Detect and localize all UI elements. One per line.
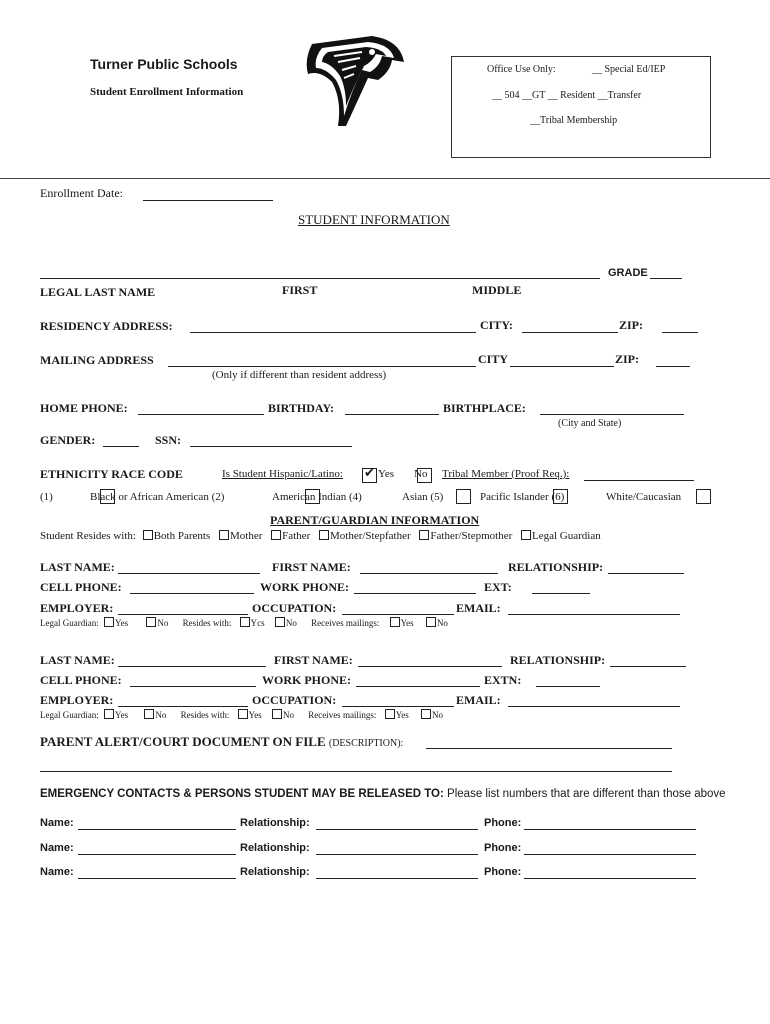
- g1-first-name-field[interactable]: [360, 573, 498, 574]
- resides-both-label: Both Parents: [153, 530, 211, 542]
- g1-mailings-yes-label: Yes: [400, 618, 414, 628]
- home-phone-field[interactable]: [138, 414, 264, 415]
- mailing-address-field[interactable]: [168, 366, 476, 367]
- emergency-2-relationship-field[interactable]: [316, 854, 478, 855]
- g2-relationship-field[interactable]: [610, 666, 686, 667]
- g1-legal-guardian-yes-label: Yes: [114, 618, 129, 628]
- g1-cell-phone-field[interactable]: [130, 593, 254, 594]
- race-pacific-label: Pacific Islander (6): [480, 491, 565, 503]
- hispanic-no-label: No: [414, 468, 428, 480]
- g1-email-field[interactable]: [508, 614, 680, 615]
- g1-work-phone-label: WORK PHONE:: [260, 580, 349, 594]
- g1-resides-yes-label: Ycs: [250, 618, 265, 628]
- emergency-1-name-field[interactable]: [78, 829, 236, 830]
- emergency-2-phone-field[interactable]: [524, 854, 696, 855]
- resides-mother-checkbox[interactable]: [219, 530, 229, 540]
- g2-legal-guardian-yes-label: Yes: [114, 710, 129, 720]
- mailing-city-field[interactable]: [510, 366, 614, 367]
- g2-mailings-yes-checkbox[interactable]: [385, 709, 395, 719]
- emergency-3-name-field[interactable]: [78, 878, 236, 879]
- enrollment-date-label: Enrollment Date:: [40, 186, 123, 200]
- office-use-label: Office Use Only:: [487, 64, 556, 75]
- g1-legal-guardian-yes-checkbox[interactable]: [104, 617, 114, 627]
- g1-legal-guardian-no-label: No: [157, 618, 169, 628]
- g1-occupation-field[interactable]: [342, 614, 454, 615]
- g1-mailings-no-checkbox[interactable]: [426, 617, 436, 627]
- emergency-1-relationship-label: Relationship:: [240, 817, 310, 829]
- home-phone-label: HOME PHONE:: [40, 401, 128, 415]
- gender-field[interactable]: [103, 446, 139, 447]
- g2-cell-phone-field[interactable]: [130, 686, 256, 687]
- g2-occupation-field[interactable]: [342, 706, 454, 707]
- g1-occupation-label: OCCUPATION:: [252, 601, 337, 615]
- race-code-1: (1): [40, 491, 53, 503]
- g1-legal-guardian-label: Legal Guardian:: [40, 618, 99, 628]
- g2-ext-field[interactable]: [536, 686, 600, 687]
- g2-email-field[interactable]: [508, 706, 680, 707]
- emergency-1-relationship-field[interactable]: [316, 829, 478, 830]
- mailing-note: (Only if different than resident address): [212, 369, 387, 381]
- resides-father-label: Father: [282, 530, 311, 542]
- office-tribal: __Tribal Membership: [530, 115, 618, 126]
- middle-name-label: MIDDLE: [472, 283, 522, 297]
- g1-last-name-field[interactable]: [118, 573, 260, 574]
- g1-ext-field[interactable]: [532, 593, 590, 594]
- form-subtitle: Student Enrollment Information: [90, 86, 244, 98]
- g2-employer-label: EMPLOYER:: [40, 693, 114, 707]
- g2-resides-no-label: No: [282, 710, 294, 720]
- g2-occupation-label: OCCUPATION:: [252, 693, 337, 707]
- falcon-head-icon: [298, 30, 408, 130]
- emergency-3-phone-label: Phone:: [484, 866, 522, 878]
- emergency-1-phone-field[interactable]: [524, 829, 696, 830]
- birthday-label: BIRTHDAY:: [268, 401, 335, 415]
- g1-resides-no-checkbox[interactable]: [275, 617, 285, 627]
- g1-employer-label: EMPLOYER:: [40, 601, 114, 615]
- race-asian-checkbox[interactable]: [456, 489, 471, 504]
- tribal-member-label: Tribal Member (Proof Req.):: [442, 468, 570, 480]
- g1-ext-label: EXT:: [484, 580, 512, 594]
- grade-label: GRADE: [608, 267, 648, 279]
- birthday-field[interactable]: [345, 414, 439, 415]
- g2-receives-mailings-label: Receives mailings:: [308, 710, 377, 720]
- g2-resides-yes-checkbox[interactable]: [238, 709, 248, 719]
- student-section-title: STUDENT INFORMATION: [298, 212, 450, 227]
- resides-father-stepmother-checkbox[interactable]: [419, 530, 429, 540]
- residency-address-field[interactable]: [190, 332, 476, 333]
- court-document-row: [40, 734, 403, 750]
- g1-resides-yes-checkbox[interactable]: [240, 617, 250, 627]
- g1-relationship-label: RELATIONSHIP:: [508, 560, 604, 574]
- race-asian-label: Asian (5): [402, 491, 444, 503]
- g1-mailings-yes-checkbox[interactable]: [390, 617, 400, 627]
- emergency-2-phone-label: Phone:: [484, 842, 522, 854]
- g1-resides-with-label: Resides with:: [182, 618, 232, 628]
- g2-employer-field[interactable]: [118, 706, 248, 707]
- residency-zip-label: ZIP:: [619, 318, 643, 332]
- g1-receives-mailings-label: Receives mailings:: [311, 618, 380, 628]
- g2-work-phone-label: WORK PHONE:: [262, 673, 351, 687]
- emergency-2-relationship-label: Relationship:: [240, 842, 310, 854]
- grade-field[interactable]: [650, 278, 682, 279]
- office-options: __ 504 __GT __ Resident __Transfer: [492, 90, 642, 101]
- residency-city-label: CITY:: [480, 318, 513, 332]
- mailing-city-label: CITY: [478, 352, 509, 366]
- emergency-title-rest: Please list numbers that are different than those above: [447, 788, 726, 800]
- g2-last-name-label: LAST NAME:: [40, 653, 115, 667]
- tribal-member-field[interactable]: [584, 480, 694, 481]
- enrollment-date-field[interactable]: [143, 200, 273, 201]
- g1-employer-field[interactable]: [118, 614, 248, 615]
- emergency-3-name-label: Name:: [40, 866, 74, 878]
- g2-email-label: EMAIL:: [456, 693, 501, 707]
- resides-legal-guardian-checkbox[interactable]: [521, 530, 531, 540]
- resides-mother-stepfather-label: Mother/Stepfather: [329, 530, 411, 542]
- emergency-title-bold: EMERGENCY CONTACTS & PERSONS STUDENT MAY BE RELEASED TO:: [40, 788, 444, 800]
- g1-relationship-field[interactable]: [608, 573, 684, 574]
- office-special-ed: __ Special Ed/IEP: [592, 64, 666, 75]
- emergency-3-phone-field[interactable]: [524, 878, 696, 879]
- race-indian-label: American Indian (4): [272, 491, 362, 503]
- g2-mailings-no-label: No: [432, 710, 444, 720]
- court-document-label: PARENT ALERT/COURT DOCUMENT ON FILE: [40, 734, 326, 749]
- legal-last-name-label: LEGAL LAST NAME: [40, 285, 156, 299]
- g2-resides-with-label: Resides with:: [180, 710, 230, 720]
- birthplace-label: BIRTHPLACE:: [443, 401, 526, 415]
- g2-legal-guardian-no-label: No: [155, 710, 167, 720]
- legal-name-field[interactable]: [40, 278, 600, 279]
- g2-mailings-yes-label: Yes: [395, 710, 409, 720]
- parent-section-title: PARENT/GUARDIAN INFORMATION: [270, 513, 480, 527]
- court-document-field-line2[interactable]: [40, 771, 672, 772]
- mailing-address-label: MAILING ADDRESS: [40, 353, 154, 367]
- g2-cell-phone-label: CELL PHONE:: [40, 673, 122, 687]
- hispanic-yes-label: Yes: [378, 468, 395, 480]
- court-document-desc: (DESCRIPTION):: [328, 738, 404, 749]
- court-document-field[interactable]: [426, 748, 672, 749]
- g1-resides-no-label: No: [285, 618, 297, 628]
- hispanic-question: Is Student Hispanic/Latino:: [222, 468, 343, 480]
- school-name: Turner Public Schools: [90, 56, 238, 72]
- g1-flags-row: [40, 617, 448, 628]
- mailing-zip-label: ZIP:: [615, 352, 639, 366]
- birthplace-note: (City and State): [558, 418, 622, 429]
- resides-legal-guardian-label: Legal Guardian: [532, 530, 601, 542]
- g1-mailings-no-label: No: [436, 618, 448, 628]
- g1-first-name-label: FIRST NAME:: [272, 560, 351, 574]
- race-black-label: Black or African American (2): [90, 491, 225, 503]
- g2-mailings-no-checkbox[interactable]: [421, 709, 431, 719]
- ethnicity-label: ETHNICITY RACE CODE: [40, 467, 183, 481]
- g1-legal-guardian-no-checkbox[interactable]: [146, 617, 156, 627]
- mailing-zip-field[interactable]: [656, 366, 690, 367]
- g2-flags-row: [40, 709, 443, 720]
- residency-address-label: RESIDENCY ADDRESS:: [40, 319, 173, 333]
- g2-resides-no-checkbox[interactable]: [272, 709, 282, 719]
- gender-label: GENDER:: [40, 433, 96, 447]
- hispanic-yes-checkbox[interactable]: [362, 468, 377, 483]
- resides-both-checkbox[interactable]: [143, 530, 153, 540]
- ssn-label: SSN:: [155, 433, 182, 447]
- header-divider: [0, 178, 770, 179]
- emergency-title: [40, 788, 726, 800]
- resides-with-row: [40, 530, 601, 542]
- g1-cell-phone-label: CELL PHONE:: [40, 580, 122, 594]
- g2-legal-guardian-yes-checkbox[interactable]: [104, 709, 114, 719]
- resides-father-stepmother-label: Father/Stepmother: [430, 530, 513, 542]
- race-white-checkbox[interactable]: [696, 489, 711, 504]
- residency-zip-field[interactable]: [662, 332, 698, 333]
- resides-mother-label: Mother: [229, 530, 263, 542]
- g2-legal-guardian-label: Legal Guardian:: [40, 710, 99, 720]
- g2-last-name-field[interactable]: [118, 666, 266, 667]
- g2-legal-guardian-no-checkbox[interactable]: [144, 709, 154, 719]
- g1-work-phone-field[interactable]: [354, 593, 476, 594]
- g2-first-name-label: FIRST NAME:: [274, 653, 353, 667]
- first-name-label: FIRST: [282, 283, 318, 297]
- emergency-1-phone-label: Phone:: [484, 817, 522, 829]
- g2-work-phone-field[interactable]: [356, 686, 480, 687]
- g2-resides-yes-label: Yes: [248, 710, 262, 720]
- g2-first-name-field[interactable]: [358, 666, 502, 667]
- race-white-label: White/Caucasian: [606, 491, 682, 503]
- resides-with-label: Student Resides with:: [40, 530, 136, 542]
- g1-email-label: EMAIL:: [456, 601, 501, 615]
- emergency-2-name-label: Name:: [40, 842, 74, 854]
- emergency-1-name-label: Name:: [40, 817, 74, 829]
- g1-last-name-label: LAST NAME:: [40, 560, 115, 574]
- resides-mother-stepfather-checkbox[interactable]: [319, 530, 329, 540]
- emergency-3-relationship-field[interactable]: [316, 878, 478, 879]
- g2-ext-label: EXTN:: [484, 673, 522, 687]
- birthplace-field[interactable]: [540, 414, 684, 415]
- emergency-2-name-field[interactable]: [78, 854, 236, 855]
- ssn-field[interactable]: [190, 446, 352, 447]
- g2-relationship-label: RELATIONSHIP:: [510, 653, 606, 667]
- residency-city-field[interactable]: [522, 332, 618, 333]
- resides-father-checkbox[interactable]: [271, 530, 281, 540]
- emergency-3-relationship-label: Relationship:: [240, 866, 310, 878]
